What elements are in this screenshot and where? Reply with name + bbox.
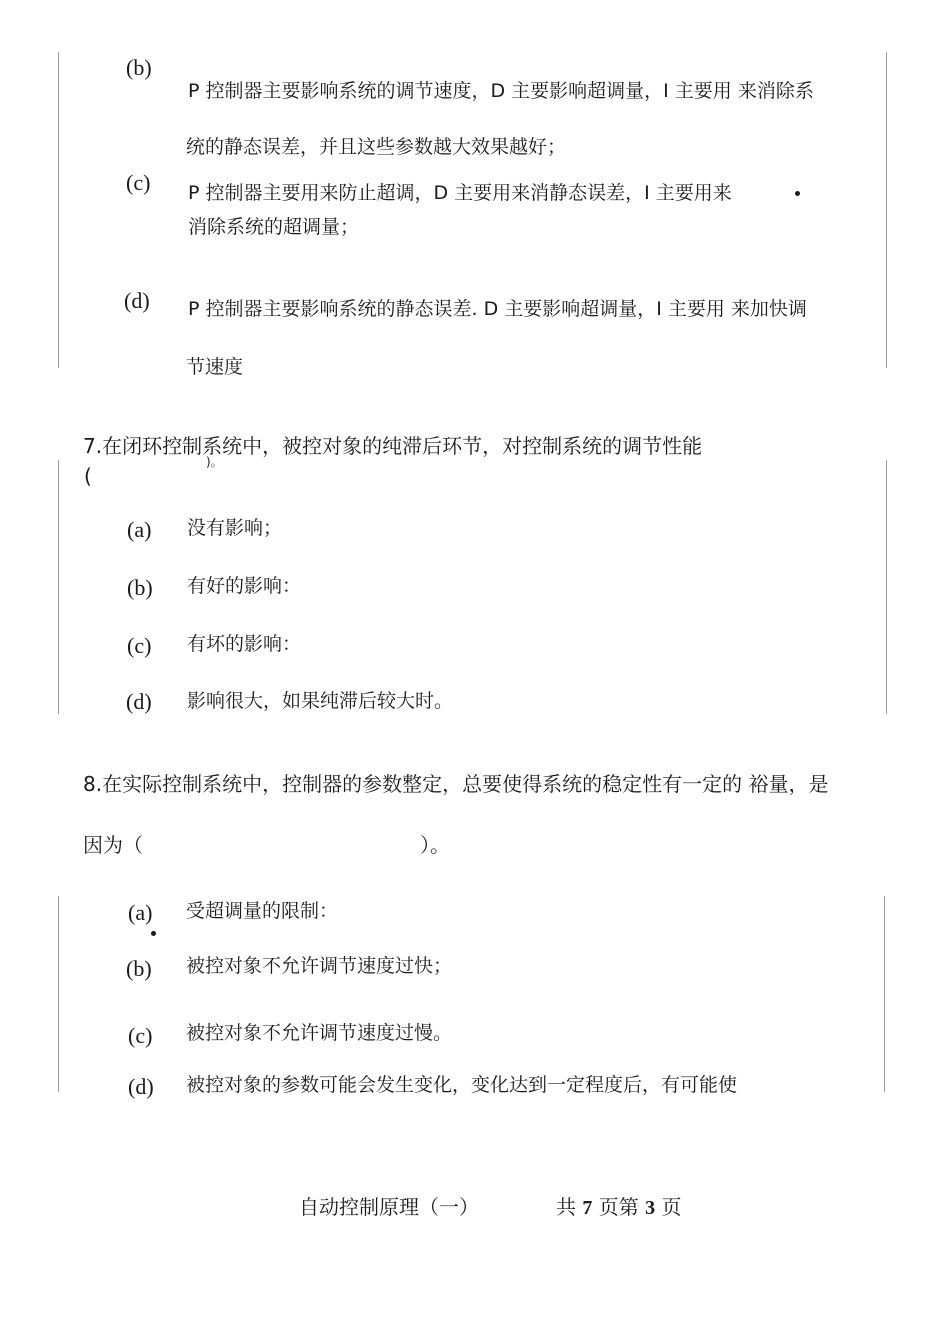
footer-pages-suffix: 页 xyxy=(661,1195,682,1219)
option-8a-text: 受超调量的限制： xyxy=(186,900,339,922)
option-7d-text: 影响很大，如果纯滞后较大时。 xyxy=(187,690,454,712)
option-label-7c: (c) xyxy=(127,633,152,658)
option-6d xyxy=(186,292,886,378)
bullet-dot xyxy=(795,191,800,196)
left-border-block1 xyxy=(58,52,59,368)
footer-pages-mid: 页第 xyxy=(598,1195,639,1219)
question-7-stem: 7.在闭环控制系统中，被控对象的纯滞后环节，对控制系统的调节性能 xyxy=(83,434,703,458)
right-border-block3 xyxy=(884,896,885,1092)
question-8-because: 因为（ xyxy=(83,833,143,857)
option-label-6d: (d) xyxy=(124,288,150,313)
option-7c-text: 有坏的影响： xyxy=(187,633,302,655)
footer-page-info xyxy=(556,1193,681,1222)
bullet-dot xyxy=(151,931,156,936)
option-label-6b: (b) xyxy=(126,55,152,80)
right-border-block1 xyxy=(886,52,887,368)
question-8-stem: 8.在实际控制系统中，控制器的参数整定，总要使得系统的稳定性有一定的 裕量，是 xyxy=(83,772,829,796)
option-label-8a: (a) xyxy=(128,900,153,925)
option-label-6c: (c) xyxy=(126,170,151,195)
footer-current-page: 3 xyxy=(645,1197,656,1219)
option-6d-line1: P 控制器主要影响系统的静态误差. D 主要影响超调量，I 主要用 来加快调 xyxy=(188,298,807,320)
question-8-paren-close: ）。 xyxy=(420,833,450,857)
option-6b-line1: P 控制器主要影响系统的调节速度，D 主要影响超调量，I 主要用 来消除系 xyxy=(188,80,814,102)
footer-course-title: 自动控制原理（一） xyxy=(299,1195,479,1219)
option-6c-line2: 消除系统的超调量； xyxy=(188,216,360,238)
left-border-block2 xyxy=(58,460,59,714)
option-label-7b: (b) xyxy=(127,575,153,600)
right-border-block2 xyxy=(886,460,887,714)
option-8b-text: 被控对象不允许调节速度过快； xyxy=(186,955,453,977)
option-6d-line2: 节速度 xyxy=(186,356,244,378)
option-7a-text: 没有影响； xyxy=(187,517,283,539)
footer-total-pages: 7 xyxy=(582,1197,593,1219)
left-border-block3 xyxy=(58,896,59,1092)
option-label-7d: (d) xyxy=(126,689,152,714)
option-7b-text: 有好的影响： xyxy=(187,575,302,597)
option-8c-text: 被控对象不允许调节速度过慢。 xyxy=(186,1022,453,1044)
option-6c-line1: P 控制器主要用来防止超调，D 主要用来消静态误差，I 主要用来 xyxy=(188,182,732,204)
option-8d xyxy=(120,1070,820,1099)
option-label-8c: (c) xyxy=(128,1023,153,1048)
option-6b-line2: 统的静态误差，并且这些参数越大效果越好； xyxy=(186,136,567,158)
option-8d-text: 被控对象的参数可能会发生变化，变化达到一定程度后，有可能使 xyxy=(186,1074,738,1096)
option-label-8d: (d) xyxy=(128,1074,154,1099)
option-label-7a: (a) xyxy=(127,517,152,542)
question-7-paren-open: ( xyxy=(84,464,92,488)
option-6b xyxy=(186,74,886,158)
footer-pages-prefix: 共 xyxy=(556,1195,576,1219)
option-label-8b: (b) xyxy=(126,956,152,981)
question-7-paren-close: )。 xyxy=(206,455,223,469)
